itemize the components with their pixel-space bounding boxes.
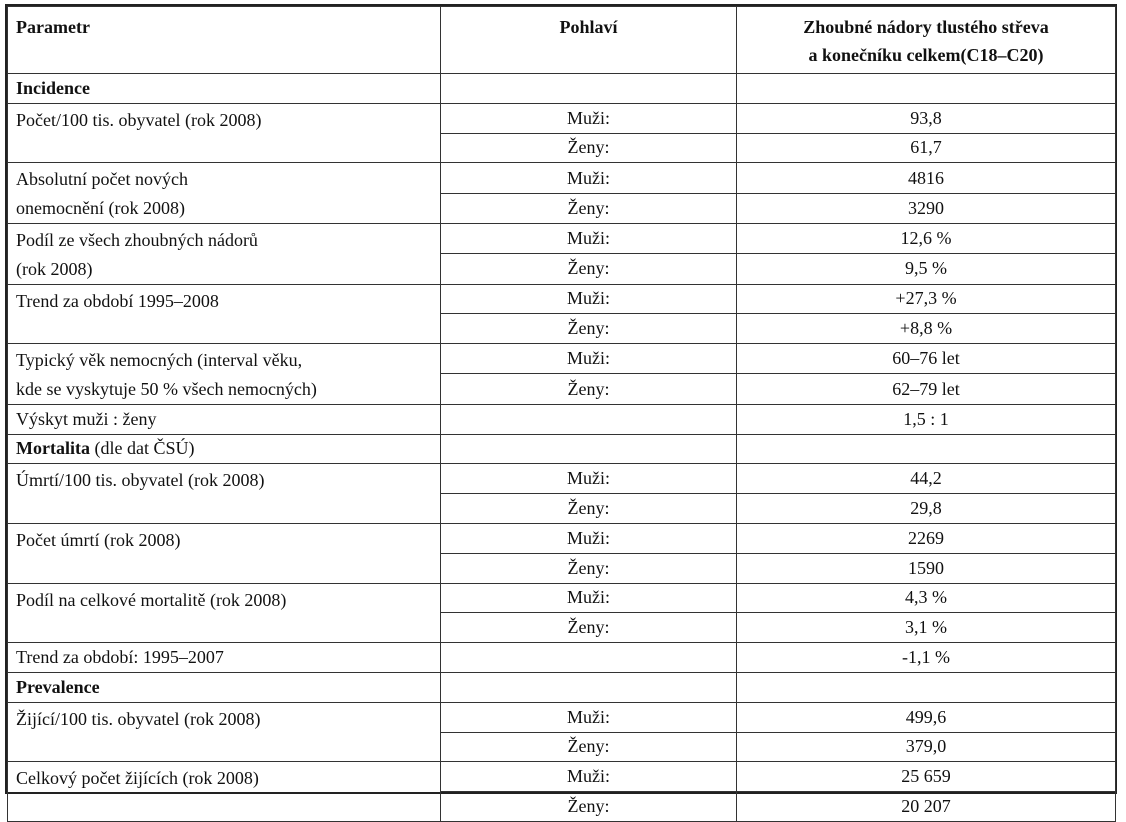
- param-cell: Žijící/100 tis. obyvatel (rok 2008): [8, 702, 441, 762]
- header-parametr: Parametr: [8, 7, 441, 74]
- table-row: [8, 284, 1116, 314]
- param-cell: Počet/100 tis. obyvatel (rok 2008): [8, 103, 441, 163]
- param-cell: Typický věk nemocných (interval věku, kde se vyskytuje 50 % všech nemocných): [8, 344, 441, 405]
- value-women: 1590: [737, 553, 1116, 583]
- value-women: 62–79 let: [737, 374, 1116, 404]
- param-cell: Celkový počet žijících (rok 2008): [8, 762, 441, 822]
- sex-women: Ženy:: [441, 254, 737, 284]
- value-men: 93,8: [737, 103, 1116, 133]
- sex-women: Ženy:: [441, 792, 737, 822]
- value-women: 29,8: [737, 494, 1116, 524]
- param-cell: Podíl ze všech zhoubných nádorů (rok 2008): [8, 223, 441, 284]
- value-men: +27,3 %: [737, 284, 1116, 314]
- table-row: [8, 643, 1116, 673]
- colorectal-cancer-table: [7, 6, 1116, 822]
- sex-women: Ženy:: [441, 613, 737, 643]
- value-men: 25 659: [737, 762, 1116, 792]
- table-row: [8, 344, 1116, 374]
- value-women: 3290: [737, 193, 1116, 223]
- sex-men: Muži:: [441, 103, 737, 133]
- value-men: 60–76 let: [737, 344, 1116, 374]
- value-men: 499,6: [737, 702, 1116, 732]
- sex-women: Ženy:: [441, 133, 737, 163]
- sex-women: Ženy:: [441, 193, 737, 223]
- value-men: 4816: [737, 163, 1116, 193]
- table-row: [8, 762, 1116, 792]
- param-cell: Trend za období 1995–2008: [8, 284, 441, 344]
- table-header-row: [8, 7, 1116, 74]
- value-women: 3,1 %: [737, 613, 1116, 643]
- table-row: [8, 464, 1116, 494]
- sex-men: Muži:: [441, 762, 737, 792]
- value-women: 9,5 %: [737, 254, 1116, 284]
- section-row: [8, 74, 1116, 104]
- sex-men: Muži:: [441, 344, 737, 374]
- section-row: [8, 434, 1116, 464]
- value-women: 20 207: [737, 792, 1116, 822]
- sex-men: Muži:: [441, 163, 737, 193]
- table-row: [8, 523, 1116, 553]
- sex-women: Ženy:: [441, 314, 737, 344]
- param-cell: Absolutní počet nových onemocnění (rok 2008): [8, 163, 441, 224]
- header-pohlavi: Pohlaví: [441, 7, 737, 74]
- sex-men: Muži:: [441, 284, 737, 314]
- section-title-prevalence: Prevalence: [8, 672, 441, 702]
- section-row: [8, 672, 1116, 702]
- value-cell: 1,5 : 1: [737, 404, 1116, 434]
- value-women: +8,8 %: [737, 314, 1116, 344]
- value-men: 4,3 %: [737, 583, 1116, 613]
- table-row: [8, 163, 1116, 193]
- value-cell: -1,1 %: [737, 643, 1116, 673]
- sex-women: Ženy:: [441, 374, 737, 404]
- value-men: 2269: [737, 523, 1116, 553]
- sex-men: Muži:: [441, 223, 737, 253]
- sex-men: Muži:: [441, 702, 737, 732]
- sex-women: Ženy:: [441, 494, 737, 524]
- sex-women: Ženy:: [441, 732, 737, 762]
- header-diagnosis: [737, 7, 1116, 74]
- table-row: [8, 223, 1116, 253]
- param-cell: Úmrtí/100 tis. obyvatel (rok 2008): [8, 464, 441, 524]
- section-title-incidence: Incidence: [8, 74, 441, 104]
- value-women: 61,7: [737, 133, 1116, 163]
- table-row: [8, 583, 1116, 613]
- sex-men: Muži:: [441, 523, 737, 553]
- value-men: 12,6 %: [737, 223, 1116, 253]
- header-diagnosis-line2: a konečníku celkem(C18–C20): [808, 45, 1044, 65]
- table-row: [8, 702, 1116, 732]
- param-cell: Výskyt muži : ženy: [8, 404, 441, 434]
- sex-men: Muži:: [441, 583, 737, 613]
- param-cell: Podíl na celkové mortalitě (rok 2008): [8, 583, 441, 643]
- section-title-mortalita: Mortalita (dle dat ČSÚ): [8, 434, 441, 464]
- param-cell: Počet úmrtí (rok 2008): [8, 523, 441, 583]
- sex-women: Ženy:: [441, 553, 737, 583]
- header-diagnosis-line1: Zhoubné nádory tlustého střeva: [803, 17, 1049, 37]
- param-cell: Trend za období: 1995–2007: [8, 643, 441, 673]
- sex-men: Muži:: [441, 464, 737, 494]
- table-row: [8, 404, 1116, 434]
- table-row: [8, 103, 1116, 133]
- value-men: 44,2: [737, 464, 1116, 494]
- value-women: 379,0: [737, 732, 1116, 762]
